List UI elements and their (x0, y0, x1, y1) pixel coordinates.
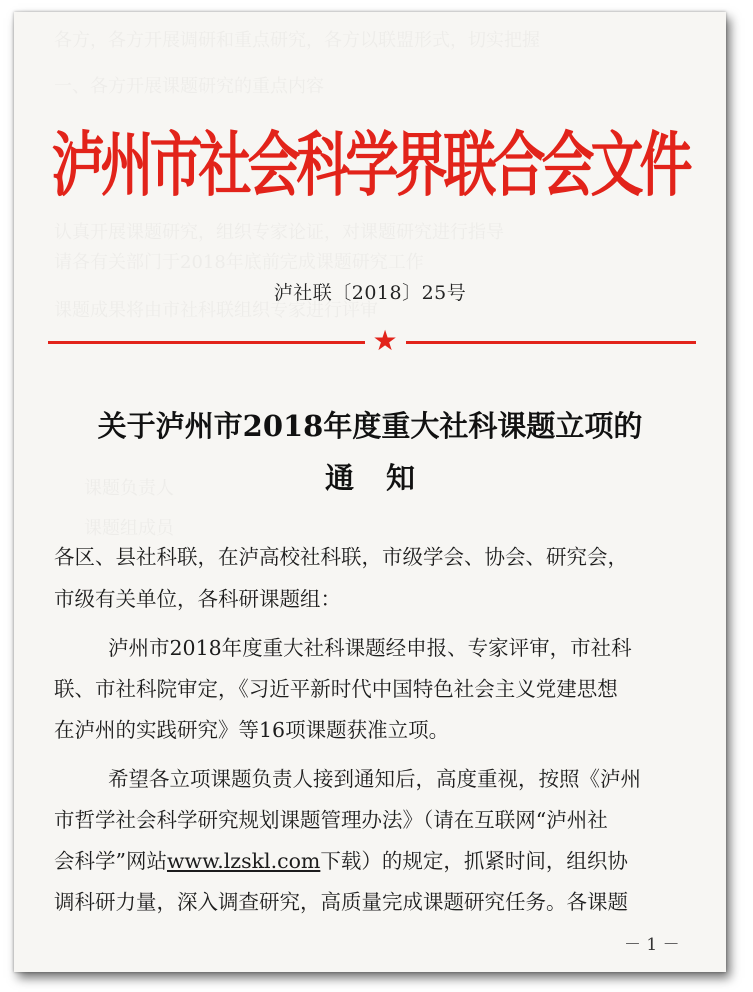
bleed-through-text: 课题组成员 (84, 518, 174, 539)
paragraph-line: 会科学”网站www.lzskl.com下载）的规定，抓紧时间，组织协 (54, 849, 628, 873)
paragraph-line: 联、市社科院审定，《习近平新时代中国特色社会主义党建思想 (54, 677, 618, 701)
bleed-through-text: 认真开展课题研究，组织专家论证，对课题研究进行指导 (54, 222, 504, 243)
red-rule-left (48, 341, 365, 344)
star-icon: ★ (372, 324, 398, 357)
bleed-through-text: 各方，各方开展调研和重点研究，各方以联盟形式，切实把握 (54, 30, 540, 51)
red-rule-right (406, 341, 696, 344)
page-number: － 1 － (624, 935, 680, 955)
paragraph-line: 希望各立项课题负责人接到通知后，高度重视，按照《泸州 (108, 767, 641, 791)
bleed-through-text: 一、各方开展课题研究的重点内容 (54, 76, 324, 97)
website-link[interactable]: www.lzskl.com (166, 849, 321, 873)
paragraph-line: 泸州市2018年度重大社科课题经申报、专家评审，市社科 (108, 636, 632, 660)
bleed-through-text: 课题负责人 (84, 478, 174, 499)
addressee-line: 各区、县社科联，在泸高校社科联，市级学会、协会、研究会， (54, 545, 628, 569)
document-page (14, 12, 726, 972)
bleed-through-text: 课题成果将由市社科联组织专家进行评审 (54, 300, 378, 321)
document-number: 泸社联〔2018〕25号 (273, 282, 467, 304)
addressee-line: 市级有关单位，各科研课题组： (54, 587, 341, 611)
issuing-authority-header: 泸州市社会科学界联合会文件 (51, 125, 689, 207)
notice-title: 关于泸州市2018年度重大社科课题立项的 (97, 409, 643, 443)
paragraph-line: 市哲学社会科学研究规划课题管理办法》（请在互联网“泸州社 (54, 808, 608, 832)
paragraph-line: 调科研力量，深入调查研究，高质量完成课题研究任务。各课题 (54, 890, 628, 914)
paragraph-line: 在泸州的实践研究》等16项课题获准立项。 (54, 718, 450, 742)
bleed-through-text: 请各有关部门于2018年底前完成课题研究工作 (54, 252, 424, 273)
notice-title-line2: 通知 (324, 461, 447, 495)
